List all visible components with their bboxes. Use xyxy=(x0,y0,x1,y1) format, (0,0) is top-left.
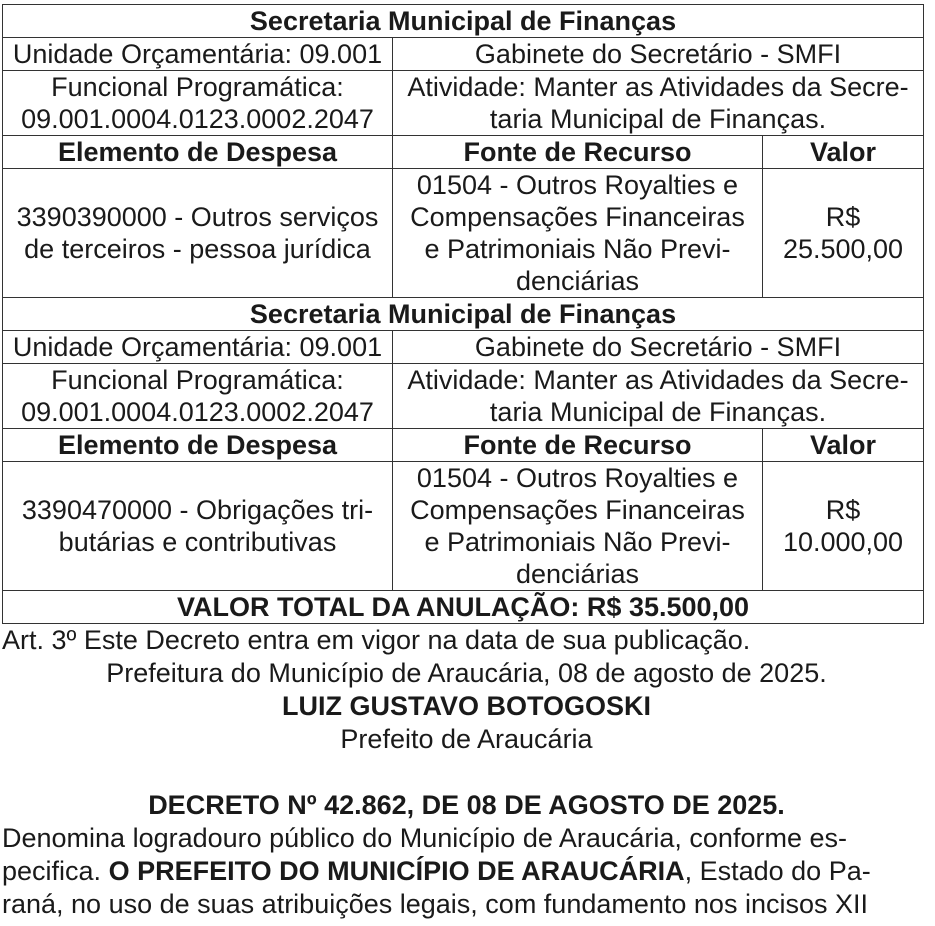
fonte-line: denciárias xyxy=(515,559,640,589)
unidade-cell: Unidade Orçamentária: 09.001 xyxy=(3,38,393,71)
fonte-line: Compensações Financeiras xyxy=(410,202,745,232)
funcional-label: Funcional Programática: xyxy=(51,365,344,395)
elemento-cell xyxy=(3,169,393,298)
funcional-label: Funcional Programática: xyxy=(51,72,344,102)
header-fonte: Fonte de Recurso xyxy=(393,136,763,169)
funcional-row xyxy=(3,71,924,136)
fonte-line: Compensações Financeiras xyxy=(410,495,745,525)
atividade-line: Atividade: Manter as Atividades da Secre- xyxy=(407,72,909,102)
data-row xyxy=(3,169,924,298)
decree-text-span: , Estado do Pa- xyxy=(684,856,871,886)
data-row xyxy=(3,462,924,591)
secretaria-row xyxy=(3,298,924,331)
place-date: Prefeitura do Município de Araucária, 08 de agosto de 2025. xyxy=(106,658,827,688)
fonte-line: e Patrimoniais Não Previ- xyxy=(424,234,731,264)
art3-paragraph: Art. 3º Este Decreto entra em vigor na data de sua publicação. xyxy=(2,625,751,655)
atividade-line: Atividade: Manter as Atividades da Secre- xyxy=(407,365,909,395)
valor-amount: 10.000,00 xyxy=(782,527,904,557)
decree-title: DECRETO Nº 42.862, DE 08 DE AGOSTO DE 2025. xyxy=(148,790,785,820)
secretaria-title: Secretaria Municipal de Finanças xyxy=(3,5,924,38)
header-elemento: Elemento de Despesa xyxy=(3,429,393,462)
fonte-line: 01504 - Outros Royalties e xyxy=(416,463,739,493)
valor-cell xyxy=(763,169,924,298)
unidade-row xyxy=(3,331,924,364)
header-row xyxy=(3,136,924,169)
decree-text-line: Denomina logradouro público do Município de Araucária, conforme es- xyxy=(2,823,847,853)
fonte-line: e Patrimoniais Não Previ- xyxy=(424,527,731,557)
secretaria-row xyxy=(3,5,924,38)
atividade-cell xyxy=(393,71,924,136)
elemento-line: 3390470000 - Obrigações tri- xyxy=(21,495,374,525)
fonte-line: denciárias xyxy=(515,266,640,296)
funcional-cell xyxy=(3,71,393,136)
decree-text-span: pecifica. xyxy=(2,856,109,886)
decree-text-line xyxy=(0,855,935,888)
elemento-line: butárias e contributivas xyxy=(58,527,337,557)
total-row xyxy=(3,591,924,624)
budget-table xyxy=(2,4,924,624)
atividade-line: taria Municipal de Finanças. xyxy=(489,397,827,427)
header-elemento: Elemento de Despesa xyxy=(3,136,393,169)
atividade-cell xyxy=(393,364,924,429)
header-row xyxy=(3,429,924,462)
gabinete-cell: Gabinete do Secretário - SMFI xyxy=(393,331,924,364)
funcional-cell xyxy=(3,364,393,429)
valor-cell xyxy=(763,462,924,591)
funcional-code: 09.001.0004.0123.0002.2047 xyxy=(21,104,374,134)
header-fonte: Fonte de Recurso xyxy=(393,429,763,462)
unidade-row xyxy=(3,38,924,71)
fonte-cell xyxy=(393,462,763,591)
spacer xyxy=(0,756,935,789)
decree-authority: O PREFEITO DO MUNICÍPIO DE ARAUCÁRIA xyxy=(108,856,685,886)
valor-amount: 25.500,00 xyxy=(782,234,904,264)
decree-text-line: raná, no uso de suas atribuições legais, com fundamento nos incisos XII xyxy=(2,889,868,919)
total-value: VALOR TOTAL DA ANULAÇÃO: R$ 35.500,00 xyxy=(3,591,924,624)
gabinete-cell: Gabinete do Secretário - SMFI xyxy=(393,38,924,71)
unidade-cell: Unidade Orçamentária: 09.001 xyxy=(3,331,393,364)
header-valor: Valor xyxy=(763,429,924,462)
valor-currency: R$ xyxy=(825,495,861,525)
funcional-code: 09.001.0004.0123.0002.2047 xyxy=(21,397,374,427)
elemento-line: de terceiros - pessoa jurídica xyxy=(24,234,371,264)
funcional-row xyxy=(3,364,924,429)
valor-currency: R$ xyxy=(825,202,861,232)
atividade-line: taria Municipal de Finanças. xyxy=(489,104,827,134)
elemento-cell xyxy=(3,462,393,591)
secretaria-title: Secretaria Municipal de Finanças xyxy=(3,298,924,331)
elemento-line: 3390390000 - Outros serviços xyxy=(16,202,379,232)
fonte-line: 01504 - Outros Royalties e xyxy=(416,170,739,200)
signer-name: LUIZ GUSTAVO BOTOGOSKI xyxy=(281,691,651,721)
header-valor: Valor xyxy=(763,136,924,169)
signer-title: Prefeito de Araucária xyxy=(340,724,593,754)
fonte-cell xyxy=(393,169,763,298)
